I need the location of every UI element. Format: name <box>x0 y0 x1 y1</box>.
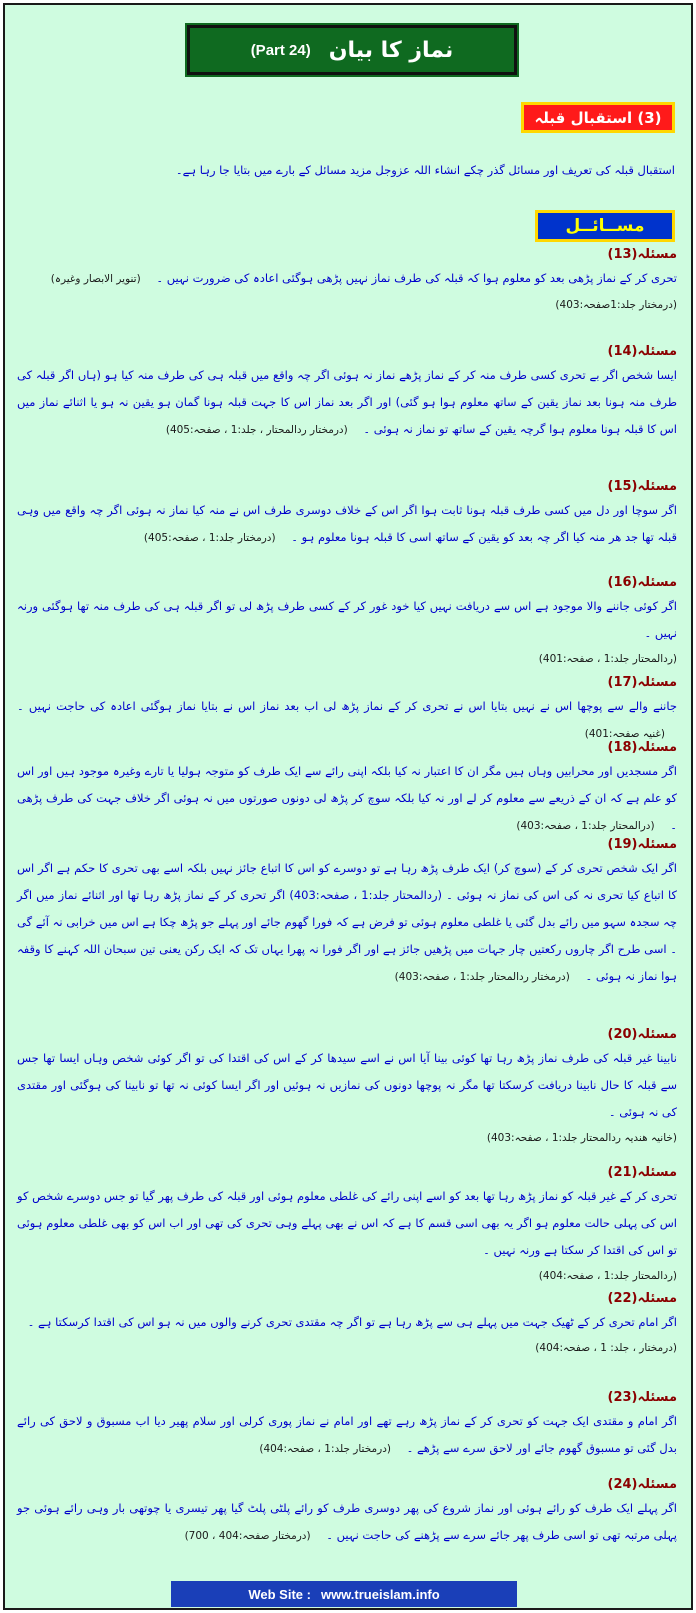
content-frame <box>3 3 693 1610</box>
masala-reference: (درمختار صفحہ:404 ، 700) <box>184 1530 311 1542</box>
masala-text: اگر مسجدیں اور محرابیں وہاں ہیں مگر ان کا اعتبار نہ کیا بلکہ اپنی رائے سے ایک طرف کو متوجہ ہولیا یا تارے وغیرہ موجود ہیں اور اس کو علم ہے کہ ان کے ذریعے سے معلوم کر لے اور نہ کیا بلکہ سوچ کر پڑھ لی دونوں صورتوں میں نہ ہوئی اگر خلاف جہت کی طرف پڑھی ۔ <box>17 764 677 832</box>
intro-text: استقبال قبلہ کی تعریف اور مسائل گذر چکے انشاء اللہ عزوجل مزید مسائل کے بارے میں بتایا جا رہا ہے۔ <box>175 163 675 177</box>
masala-21 <box>17 1163 677 1288</box>
masala-text: جاننے والے سے پوچھا اس نے نہیں بتایا اس نے تحری کر کے نماز پڑھ لی اب بعد نماز اس نے بتایا نماز ہوگئی اعادہ کی حاجت نہیں ۔ <box>17 699 677 713</box>
masala-16 <box>17 573 677 671</box>
masala-text: نابینا غیر قبلہ کی طرف نماز پڑھ رہا تھا کوئی بینا آیا اس نے اسے سیدھا کر کے اس کی اقتدا کی تو اگر کوئی شخص وہاں ایسا تھا جس سے قبلہ کا حال نابینا دریافت کرسکتا تھا مگر نہ پوچھا دونوں کی نمازیں نہ ہوئیں اور اگر ایسا کوئی نہ تھا تو نابینا کی ہوگئی اور مقتدی کی نہ ہوئی ۔ <box>17 1051 677 1119</box>
masala-20 <box>17 1025 677 1150</box>
masala-body <box>17 855 677 991</box>
masala-reference-line: (ردالمحتار جلد:1 ، صفحہ:401) <box>538 653 677 665</box>
masala-reference: (درمختار جلد:1 ، صفحہ:404) <box>259 1443 391 1455</box>
masala-heading: مسئلہ(17) <box>607 675 677 690</box>
masala-body <box>17 758 677 840</box>
masala-text: اگر کوئی جاننے والا موجود ہے اس سے دریافت نہیں کیا خود غور کر کے کسی طرف پڑھ لی تو اگر قبلہ ہی کی طرف منہ تھا ہوگئی ورنہ نہیں ۔ <box>17 599 677 640</box>
masala-reference: (غنیہ صفحہ:401) <box>584 728 665 740</box>
masala-17 <box>17 673 677 748</box>
masala-body <box>17 1045 677 1150</box>
masala-heading: مسئلہ(20) <box>607 1027 677 1042</box>
masala-24 <box>17 1475 677 1550</box>
masala-body <box>17 497 677 552</box>
title-urdu: نماز کا بیان <box>328 37 454 63</box>
masala-15 <box>17 477 677 552</box>
masala-text: اگر ایک شخص تحری کر کے (سوچ کر) ایک طرف پڑھ رہا ہے تو دوسرے کو اس کا اتباع جائز نہیں بلکہ اسے بھی تحری کا حکم ہے اگر اس کا اتباع کیا تحری نہ کی اس کی نماز نہ ہوئی ۔ (ردالمحتار جلد:1 ، صفحہ:403) اگر تحری کر کے نماز پڑھ رہا تھا اور اثنائے نماز میں اگر چہ سجدہ سہو میں رائے بدل گئی یا غلطی معلوم ہوئی تو فرض ہے کہ فورا گھوم جائے اور پہلے جو پڑھ چکا ہے اس میں خرابی نہ آئے گی ۔ اسی طرح اگر چاروں رکعتیں چار جہات میں پڑھیں جائز ہے اور اگر فورا نہ پھرا یہاں تک کہ ایک رکن یعنی تین سبحان اللہ کہنے کا وقفہ ہوا نماز نہ ہوئی ۔ <box>17 861 677 983</box>
masala-body <box>17 265 677 317</box>
masala-text: ایسا شخص اگر بے تحری کسی طرف منہ کر کے نماز پڑھے نماز نہ ہوئی اگر چہ واقع میں قبلہ ہی کی طرف منہ کیا ہو (ہاں اگر قبلہ کی طرف منہ ہونا بعد نماز یقین کے ساتھ معلوم ہوا ہو گئی) اور اگر بعد نماز اس کا جہت قبلہ ہونا گمان ہو یقین نہ ہو یا اثنائے نماز میں اس کا قبلہ ہونا معلوم ہوا گرچہ یقین کے ساتھ تو نماز نہ ہوئی ۔ <box>17 368 677 436</box>
section-badge: (3) استقبال قبلہ <box>521 102 675 133</box>
masala-text: اگر پہلے ایک طرف کو رائے ہوئی اور نماز شروع کی پھر دوسری طرف کو رائے پلٹی پلٹ گیا پھر تیسری یا چوتھی بار وہی رائے ہوئی جو پہلی مرتبہ تھی تو اسی طرف پھر جائے سرے سے پڑھنے کی حاجت نہیں ۔ <box>17 1501 677 1542</box>
page-title <box>187 25 517 75</box>
masala-heading: مسئلہ(16) <box>607 575 677 590</box>
masala-heading: مسئلہ(23) <box>607 1390 677 1405</box>
masala-reference-line: (درمختار جلد:1صفحہ:403) <box>555 299 677 311</box>
masala-13 <box>17 245 677 317</box>
masala-body <box>17 1408 677 1463</box>
masala-heading: مسئلہ(22) <box>607 1291 677 1306</box>
masala-text: اگر سوچا اور دل میں کسی طرف قبلہ ہونا ثابت ہوا اگر اس کے خلاف دوسری طرف اس نے منہ کیا نماز نہ ہوئی اگر چہ واقع میں وہی قبلہ تھا جد ھر منہ کیا اگر چہ بعد کو یقین کے ساتھ اسی کا قبلہ ہونا معلوم ہو ۔ <box>17 503 677 544</box>
masala-text: اگر امام و مقتدی ایک جہت کو تحری کر کے نماز پڑھ رہے تھے اور امام نے نماز پوری کرلی اور سلام پھیر دیا اب مسبوق و لاحق کی رائے بدل گئی تو مسبوق گھوم جائے اور لاحق سرے سے پڑھے ۔ <box>17 1414 677 1455</box>
masala-text: تحری کر کے نماز پڑھی بعد کو معلوم ہوا کہ قبلہ کی طرف نماز نہیں پڑھی ہوگئی اعادہ کی ضرورت نہیں ۔ <box>156 271 677 285</box>
masala-body <box>17 1495 677 1550</box>
masala-heading: مسئلہ(15) <box>607 479 677 494</box>
website-link[interactable]: www.trueislam.info <box>320 1586 440 1602</box>
footer-label: Web Site : <box>248 1586 311 1602</box>
masala-heading: مسئلہ(24) <box>607 1477 677 1492</box>
masala-22 <box>17 1289 677 1360</box>
masala-reference-line: (درمختار ، جلد: 1 ، صفحہ:404) <box>535 1342 677 1354</box>
masala-body <box>17 1309 677 1360</box>
masala-heading: مسئلہ(18) <box>607 740 677 755</box>
masala-reference: (درمختار ردالمحتار ، جلد:1 ، صفحہ:405) <box>165 424 348 436</box>
masala-23 <box>17 1388 677 1463</box>
masala-18 <box>17 738 677 840</box>
masala-body <box>17 1183 677 1288</box>
masail-heading: مســائــل <box>535 210 675 242</box>
masala-reference-line: (خانیہ هندیہ ردالمحتار جلد:1 ، صفحہ:403) <box>486 1132 677 1144</box>
masala-heading: مسئلہ(21) <box>607 1165 677 1180</box>
masala-reference: (درالمحتار جلد:1 ، صفحہ:403) <box>516 820 655 832</box>
masala-reference: (تنویر الابصار وغیرہ) <box>50 273 141 285</box>
masala-reference: (درمختار جلد:1 ، صفحہ:405) <box>143 532 276 544</box>
masala-reference-line: (ردالمحتار جلد:1 ، صفحہ:404) <box>538 1270 677 1282</box>
title-part: (Part 24) <box>250 41 311 59</box>
masala-text: تحری کر کے غیر قبلہ کو نماز پڑھ رہا تھا بعد کو اسے اپنی رائے کی غلطی معلوم ہوئی اور قبلہ کی طرف پھر گیا تو جس دوسرے شخص کو اس کی پہلی حالت معلوم ہو اگر یہ بھی اسی قسم کا ہے کہ اس نے بھی پہلے وہی تحری کی تھی اور اب اس کو بھی غلطی معلوم ہوئی تو اس کی اقتدا کر سکتا ہے ورنہ نہیں ۔ <box>17 1189 677 1257</box>
masala-heading: مسئلہ(19) <box>607 837 677 852</box>
masala-heading: مسئلہ(13) <box>607 247 677 262</box>
masala-19 <box>17 835 677 991</box>
masala-body <box>17 362 677 444</box>
masala-text: اگر امام تحری کر کے ٹھیک جہت میں پہلے ہی سے پڑھ رہا ہے تو اگر چہ مقتدی تحری کرنے والوں میں نہ ہو اس کی اقتدا کرسکتا ہے ۔ <box>27 1315 677 1329</box>
website-footer[interactable] <box>171 1581 517 1607</box>
masala-heading: مسئلہ(14) <box>607 344 677 359</box>
masala-14 <box>17 342 677 444</box>
masala-body <box>17 593 677 671</box>
masala-reference: (درمختار ردالمحتار جلد:1 ، صفحہ:403) <box>394 971 570 983</box>
